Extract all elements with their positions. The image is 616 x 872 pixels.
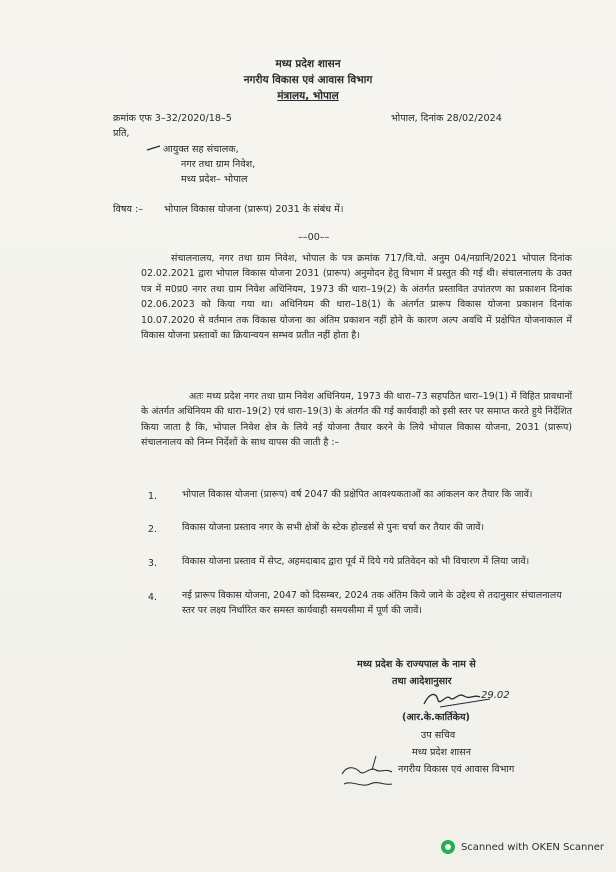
header-government: मध्य प्रदेश शासन bbox=[275, 58, 341, 70]
list-item: विकास योजना प्रस्ताव में सेप्ट, अहमदाबाद द्वारा पूर्व में दिये गये प्रतिवेदन को भी विचारण में लिया जावें। bbox=[182, 556, 530, 567]
signature-date: 29.02 bbox=[481, 690, 510, 701]
addressee-line-1: आयुक्त सह संचालक, bbox=[163, 144, 239, 155]
paragraph-1: संचालनालय, नगर तथा ग्राम निवेश, भोपाल के पत्र क्रमांक 717/वि.यो. अनुम 04/नग्रानि/2021 भोपाल दिनांक 02.02.2021 द्वारा भोपाल विकास योजना 2031 (प्रारूप) अनुमोदन हेतु विभाग में प्रस्तुत की गई थी। संचालनालय के उक्त पत्र में म0प्र0 नगर तथा ग्राम निवेश अधिनियम, 1973 की धारा–19(2) के अंतर्गत प्रस्तावित उपांतरण का प्रकाशन दिनांक 02.06.2023 को किया गया था। अधिनियम की धारा–18(1) के अंतर्गत प्रारूप विकास योजना प्रकाशन दिनांक 10.07.2020 से वर्तमान तक विकास योजना का अंतिम प्रकाशन नहीं होने के कारण अल्प अवधि में प्रक्षेपित योजनाकाल में विकास योजना प्रस्तावों का क्रियान्वयन सम्भव प्रतीत नहीं होता है। bbox=[141, 253, 572, 342]
header-department: नगरीय विकास एवं आवास विभाग bbox=[243, 74, 373, 86]
list-item-number: 1. bbox=[148, 491, 157, 502]
list-item-number: 3. bbox=[148, 558, 157, 569]
scanner-watermark bbox=[441, 840, 604, 854]
signatory-designation: उप सचिव bbox=[421, 730, 456, 741]
list-item: विकास योजना प्रस्ताव नगर के सभी क्षेत्रों के स्टेक होल्डर्स से पुनः चर्चा कर तैयार की जावें। bbox=[182, 522, 485, 533]
header-ministry: मंत्रालय, भोपाल bbox=[277, 90, 339, 102]
letter-date: भोपाल, दिनांक 28/02/2024 bbox=[391, 113, 502, 124]
list-item: नई प्रारूप विकास योजना, 2047 को दिसम्बर, 2024 तक अंतिम किये जाने के उद्देश्य से तदानुसार संचालनालय स्तर पर लक्ष्य निर्धारित कर समस्त कार्यवाही समयसीमा में पूर्ण की जावें। bbox=[182, 590, 562, 617]
addressee-line-2: नगर तथा ग्राम निवेश, bbox=[181, 159, 256, 170]
subject-label: विषय :– bbox=[113, 204, 144, 215]
signatory-name: (आर.के.कार्तिकेय) bbox=[402, 712, 470, 723]
stamp-scribble-icon bbox=[336, 750, 398, 794]
signatory-government: मध्य प्रदेश शासन bbox=[412, 747, 471, 758]
subject-text: भोपाल विकास योजना (प्रारूप) 2031 के संबंध में। bbox=[164, 204, 344, 215]
governor-order-line: मध्य प्रदेश के राज्यपाल के नाम से bbox=[357, 659, 476, 670]
prati-label: प्रति, bbox=[113, 128, 130, 139]
oken-scanner-logo-icon bbox=[441, 840, 455, 854]
list-item-number: 2. bbox=[148, 524, 157, 535]
list-item: भोपाल विकास योजना (प्रारूप) वर्ष 2047 की प्रक्षेपित आवश्यकताओं का आंकलन कर तैयार कि जावें। bbox=[182, 489, 533, 500]
scanner-watermark-text: Scanned with OKEN Scanner bbox=[460, 841, 604, 853]
arrow-mark-icon bbox=[146, 144, 162, 152]
reference-number: क्रमांक एफ 3–32/2020/18–5 bbox=[113, 113, 232, 124]
divider-mark: ––00–– bbox=[298, 232, 330, 243]
addressee-line-3: मध्य प्रदेश– भोपाल bbox=[181, 174, 248, 185]
signatory-department: नगरीय विकास एवं आवास विभाग bbox=[398, 764, 515, 775]
list-item-number: 4. bbox=[148, 592, 157, 603]
paragraph-2: अतः मध्य प्रदेश नगर तथा ग्राम निवेश अधिनियम, 1973 की धारा–73 सहपठित धारा–19(1) में विहित प्रावधानों के अंतर्गत अधिनियम की धारा–19(2) एवं धारा–19(3) के अंतर्गत की गई कार्यवाही को इसी स्तर पर समाप्त करते हुये निर्देशित किया जाता है कि, भोपाल निवेश क्षेत्र के लिये नई योजना तैयार करने के लिये भोपाल विकास योजना, 2031 (प्रारूप) संचालनालय को निम्न निर्देशों के साथ वापस की जाती है :– bbox=[141, 391, 572, 449]
order-line: तथा आदेशानुसार bbox=[392, 676, 452, 687]
